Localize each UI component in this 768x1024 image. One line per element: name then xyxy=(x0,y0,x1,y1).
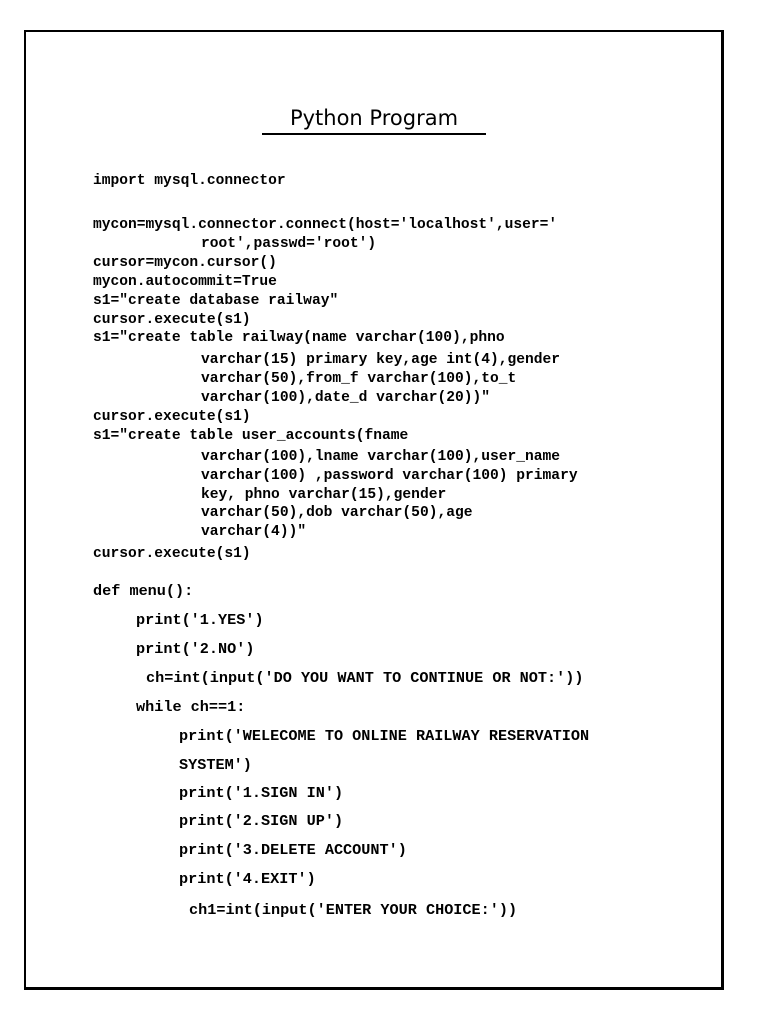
page-title: Python Program xyxy=(262,103,486,135)
code-line: root',passwd='root') xyxy=(201,236,377,252)
code-line: cursor.execute(s1) xyxy=(93,312,251,328)
code-line: import mysql.connector xyxy=(93,173,286,189)
code-line: cursor.execute(s1) xyxy=(93,546,251,562)
code-line: varchar(100),date_d varchar(20))" xyxy=(201,390,491,406)
code-line: print('2.NO') xyxy=(136,640,255,658)
code-line: varchar(50),from_f varchar(100),to_t xyxy=(201,371,517,387)
code-line: while ch==1: xyxy=(136,698,246,716)
code-line: print('2.SIGN UP') xyxy=(179,812,344,830)
code-line: cursor=mycon.cursor() xyxy=(93,255,277,271)
code-line: s1="create table railway(name varchar(100),phno xyxy=(93,330,505,346)
code-line: varchar(100),lname varchar(100),user_name xyxy=(201,449,561,465)
code-line: varchar(50),dob varchar(50),age xyxy=(201,505,473,521)
code-line: ch=int(input('DO YOU WANT TO CONTINUE OR NOT:')) xyxy=(146,669,584,687)
code-line: s1="create table user_accounts(fname xyxy=(93,428,409,444)
code-line: ch1=int(input('ENTER YOUR CHOICE:')) xyxy=(189,901,518,919)
code-line: mycon.autocommit=True xyxy=(93,274,277,290)
code-line: print('3.DELETE ACCOUNT') xyxy=(179,841,407,859)
code-line: key, phno varchar(15),gender xyxy=(201,487,447,503)
code-line: mycon=mysql.connector.connect(host='localhost',user=' xyxy=(93,217,558,233)
code-line: def menu(): xyxy=(93,582,194,600)
code-line: s1="create database railway" xyxy=(93,293,339,309)
code-line: varchar(100) ,password varchar(100) primary xyxy=(201,468,578,484)
code-line: print('1.SIGN IN') xyxy=(179,784,344,802)
code-line: varchar(15) primary key,age int(4),gender xyxy=(201,352,561,368)
code-line: SYSTEM') xyxy=(179,756,252,774)
code-line: print('4.EXIT') xyxy=(179,870,316,888)
code-line: print('1.YES') xyxy=(136,611,264,629)
code-line: cursor.execute(s1) xyxy=(93,409,251,425)
code-line: varchar(4))" xyxy=(201,524,307,540)
code-line: print('WELECOME TO ONLINE RAILWAY RESERVATION xyxy=(179,727,590,745)
